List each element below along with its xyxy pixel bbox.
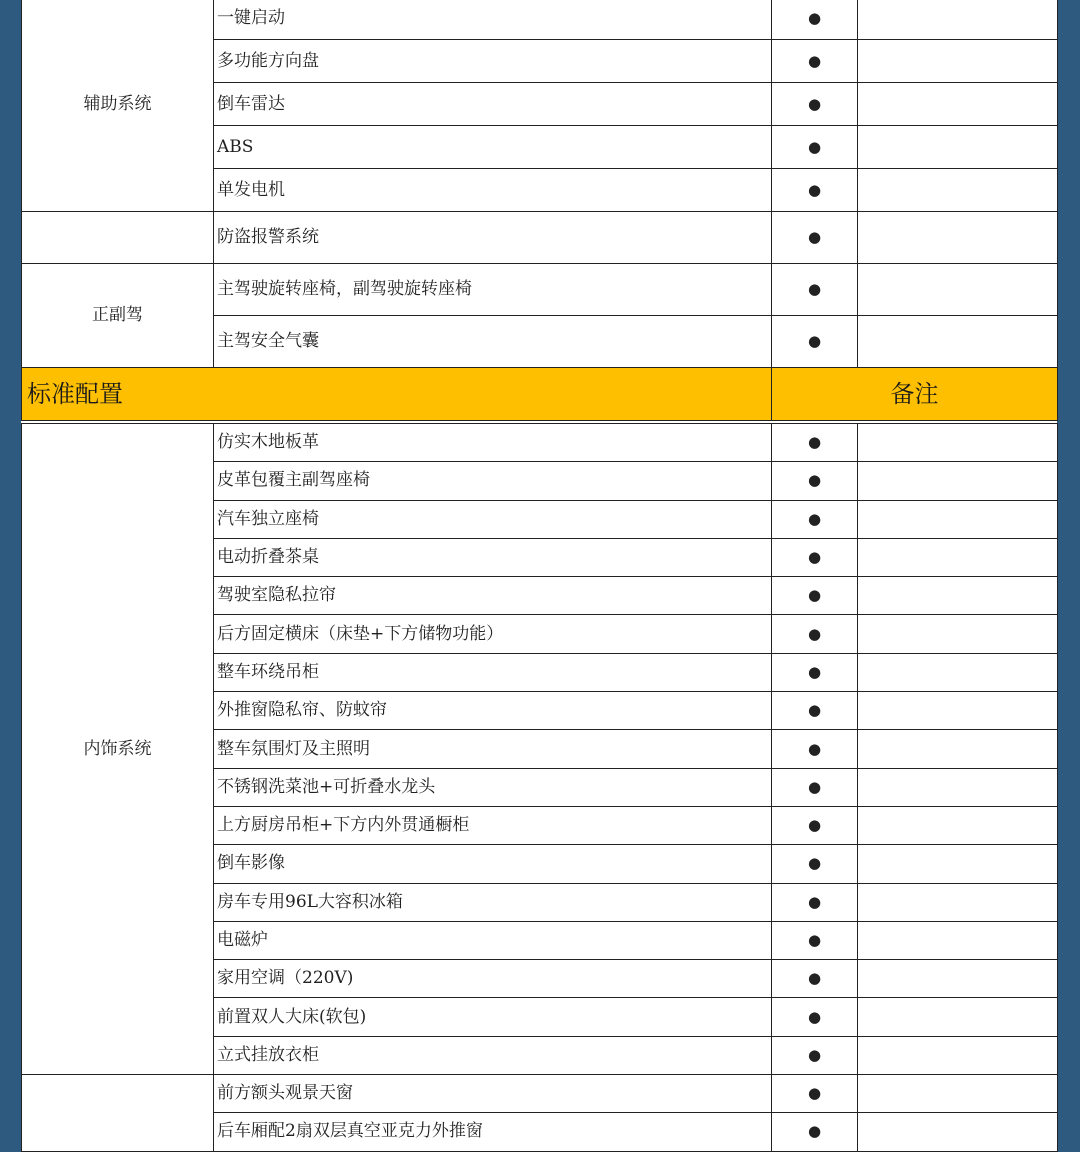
note-cell xyxy=(858,653,1058,691)
item-label: 一键启动 xyxy=(214,0,772,40)
item-label: 主驾安全气囊 xyxy=(214,316,772,368)
standard-dot: ● xyxy=(772,577,858,615)
standard-dot: ● xyxy=(772,126,858,169)
item-label: 防盗报警系统 xyxy=(214,212,772,264)
table-row xyxy=(22,424,1058,462)
section-band xyxy=(22,368,1058,421)
note-cell xyxy=(858,730,1058,768)
note-cell xyxy=(858,1113,1058,1151)
item-label: 整车环绕吊柜 xyxy=(214,653,772,691)
standard-dot: ● xyxy=(772,768,858,806)
item-label: 皮革包覆主副驾座椅 xyxy=(214,462,772,500)
note-cell xyxy=(858,845,1058,883)
item-label: 不锈钢洗菜池+可折叠水龙头 xyxy=(214,768,772,806)
standard-dot: ● xyxy=(772,212,858,264)
table-row xyxy=(22,0,1058,40)
note-cell xyxy=(858,921,1058,959)
table-row xyxy=(22,264,1058,316)
band-title: 标准配置 xyxy=(22,368,772,421)
category-driver: 正副驾 xyxy=(22,264,214,368)
note-cell xyxy=(858,212,1058,264)
standard-dot: ● xyxy=(772,730,858,768)
standard-dot: ● xyxy=(772,1036,858,1074)
standard-dot: ● xyxy=(772,40,858,83)
table-row xyxy=(22,1075,1058,1113)
category-interior: 内饰系统 xyxy=(22,424,214,1075)
item-label: ABS xyxy=(214,126,772,169)
standard-dot: ● xyxy=(772,264,858,316)
item-label: 后方固定横床（床垫+下方储物功能） xyxy=(214,615,772,653)
category-cell-empty xyxy=(22,212,214,264)
config-sheet xyxy=(21,0,1057,1152)
note-cell xyxy=(858,169,1058,212)
standard-dot: ● xyxy=(772,615,858,653)
category-assist: 辅助系统 xyxy=(22,0,214,212)
note-cell xyxy=(858,424,1058,462)
note-cell xyxy=(858,692,1058,730)
standard-dot: ● xyxy=(772,1113,858,1151)
standard-dot: ● xyxy=(772,316,858,368)
note-cell xyxy=(858,806,1058,844)
note-cell xyxy=(858,1036,1058,1074)
item-label: 电磁炉 xyxy=(214,921,772,959)
config-table xyxy=(21,0,1058,421)
note-cell xyxy=(858,960,1058,998)
standard-dot: ● xyxy=(772,692,858,730)
note-cell xyxy=(858,768,1058,806)
item-label: 汽车独立座椅 xyxy=(214,500,772,538)
note-cell xyxy=(858,577,1058,615)
item-label: 前置双人大床(软包) xyxy=(214,998,772,1036)
item-label: 倒车影像 xyxy=(214,845,772,883)
note-cell xyxy=(858,538,1058,576)
item-label: 外推窗隐私帘、防蚊帘 xyxy=(214,692,772,730)
band-note: 备注 xyxy=(772,368,1058,421)
note-cell xyxy=(858,83,1058,126)
item-label: 倒车雷达 xyxy=(214,83,772,126)
standard-dot: ● xyxy=(772,538,858,576)
note-cell xyxy=(858,1075,1058,1113)
standard-dot: ● xyxy=(772,462,858,500)
standard-dot: ● xyxy=(772,83,858,126)
standard-dot: ● xyxy=(772,0,858,40)
note-cell xyxy=(858,462,1058,500)
item-label: 多功能方向盘 xyxy=(214,40,772,83)
item-label: 家用空调（220V) xyxy=(214,960,772,998)
item-label: 电动折叠茶桌 xyxy=(214,538,772,576)
standard-dot: ● xyxy=(772,998,858,1036)
standard-dot: ● xyxy=(772,653,858,691)
note-cell xyxy=(858,500,1058,538)
item-label: 仿实木地板革 xyxy=(214,424,772,462)
note-cell xyxy=(858,998,1058,1036)
note-cell xyxy=(858,0,1058,40)
standard-dot: ● xyxy=(772,169,858,212)
standard-dot: ● xyxy=(772,883,858,921)
item-label: 整车氛围灯及主照明 xyxy=(214,730,772,768)
note-cell xyxy=(858,316,1058,368)
item-label: 上方厨房吊柜+下方内外贯通橱柜 xyxy=(214,806,772,844)
note-cell xyxy=(858,615,1058,653)
standard-dot: ● xyxy=(772,806,858,844)
item-label: 房车专用96L大容积冰箱 xyxy=(214,883,772,921)
table-row xyxy=(22,212,1058,264)
note-cell xyxy=(858,264,1058,316)
item-label: 主驾驶旋转座椅，副驾驶旋转座椅 xyxy=(214,264,772,316)
standard-dot: ● xyxy=(772,500,858,538)
standard-dot: ● xyxy=(772,424,858,462)
standard-dot: ● xyxy=(772,1075,858,1113)
note-cell xyxy=(858,126,1058,169)
note-cell xyxy=(858,40,1058,83)
item-label: 驾驶室隐私拉帘 xyxy=(214,577,772,615)
item-label: 单发电机 xyxy=(214,169,772,212)
interior-table xyxy=(21,423,1058,1152)
standard-dot: ● xyxy=(772,960,858,998)
item-label: 前方额头观景天窗 xyxy=(214,1075,772,1113)
note-cell xyxy=(858,883,1058,921)
category-next xyxy=(22,1075,214,1152)
standard-dot: ● xyxy=(772,921,858,959)
item-label: 立式挂放衣柜 xyxy=(214,1036,772,1074)
standard-dot: ● xyxy=(772,845,858,883)
item-label: 后车厢配2扇双层真空亚克力外推窗 xyxy=(214,1113,772,1151)
